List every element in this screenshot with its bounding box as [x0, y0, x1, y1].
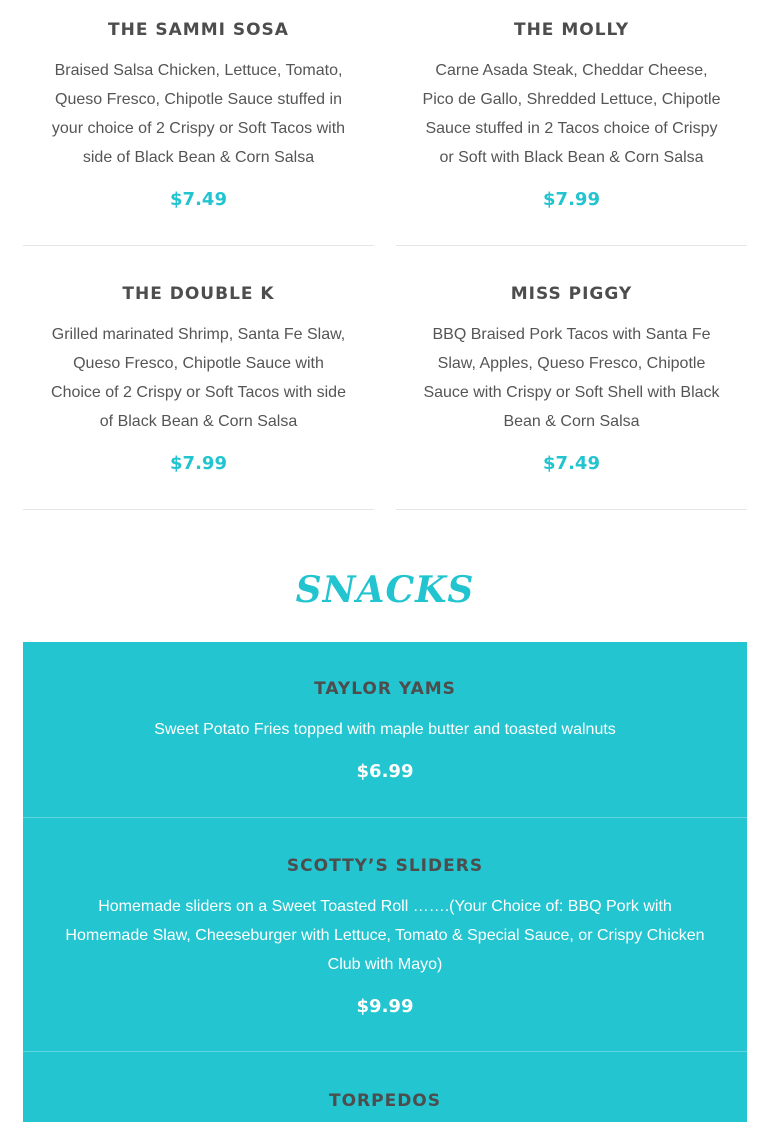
menu-item-price: $7.49: [543, 453, 600, 474]
menu-item-price: $7.99: [543, 189, 600, 210]
snack-item-description: Sweet Potato Fries topped with maple butter and toasted walnuts: [154, 721, 616, 738]
menu-item-description: Braised Salsa Chicken, Lettuce, Tomato, Queso Fresco, Chipotle Sauce stuffed in your choice of 2 Crispy or Soft Tacos with side of Black Bean & Corn Salsa: [51, 62, 346, 166]
menu-item-miss-piggy: [396, 283, 747, 510]
menu-item-description: Carne Asada Steak, Cheddar Cheese, Pico de Gallo, Shredded Lettuce, Chipotle Sauce stuffed in 2 Tacos choice of Crispy or Soft with Black Bean & Corn Salsa: [422, 62, 721, 166]
snack-item-title: TORPEDOS: [328, 1091, 442, 1111]
snack-item-price: $6.99: [356, 761, 414, 782]
menu-item-price: $7.99: [170, 453, 227, 474]
snacks-section-title: SNACKS: [295, 569, 475, 611]
menu-item-the-molly: [396, 19, 747, 246]
snack-item-title: TAYLOR YAMS: [314, 679, 456, 699]
menu-item-title: MISS PIGGY: [510, 284, 633, 304]
snacks-panel: [23, 642, 747, 1122]
menu-item-title: THE MOLLY: [513, 20, 630, 40]
menu-item-price: $7.49: [170, 189, 227, 210]
snack-item-title: SCOTTY’S SLIDERS: [286, 856, 484, 876]
snack-item-description: Homemade sliders on a Sweet Toasted Roll …….(Your Choice of: BBQ Pork with Homemade Slaw, Cheeseburger with Lettuce, Tomato & Special Sauce, or Crispy Chicken Club with Mayo): [65, 898, 705, 973]
snack-item-taylor-yams: [23, 678, 747, 818]
menu-item-title: THE SAMMI SOSA: [108, 20, 289, 40]
menu-item-title: THE DOUBLE K: [122, 284, 275, 304]
menu-item-description: Grilled marinated Shrimp, Santa Fe Slaw, Queso Fresco, Chipotle Sauce with Choice of 2 Crispy or Soft Tacos with side of Black Bean & Corn Salsa: [51, 326, 346, 430]
snack-item-torpedos: [23, 1090, 747, 1130]
snack-item-scottys-sliders: [23, 855, 747, 1052]
menu-item-description: BBQ Braised Pork Tacos with Santa Fe Slaw, Apples, Queso Fresco, Chipotle Sauce with Crispy or Soft Shell with Black Bean & Corn Salsa: [423, 326, 720, 430]
menu-item-the-double-k: [23, 283, 374, 510]
snack-item-price: $9.99: [356, 996, 414, 1017]
menu-item-the-sammi-sosa: [23, 19, 374, 246]
